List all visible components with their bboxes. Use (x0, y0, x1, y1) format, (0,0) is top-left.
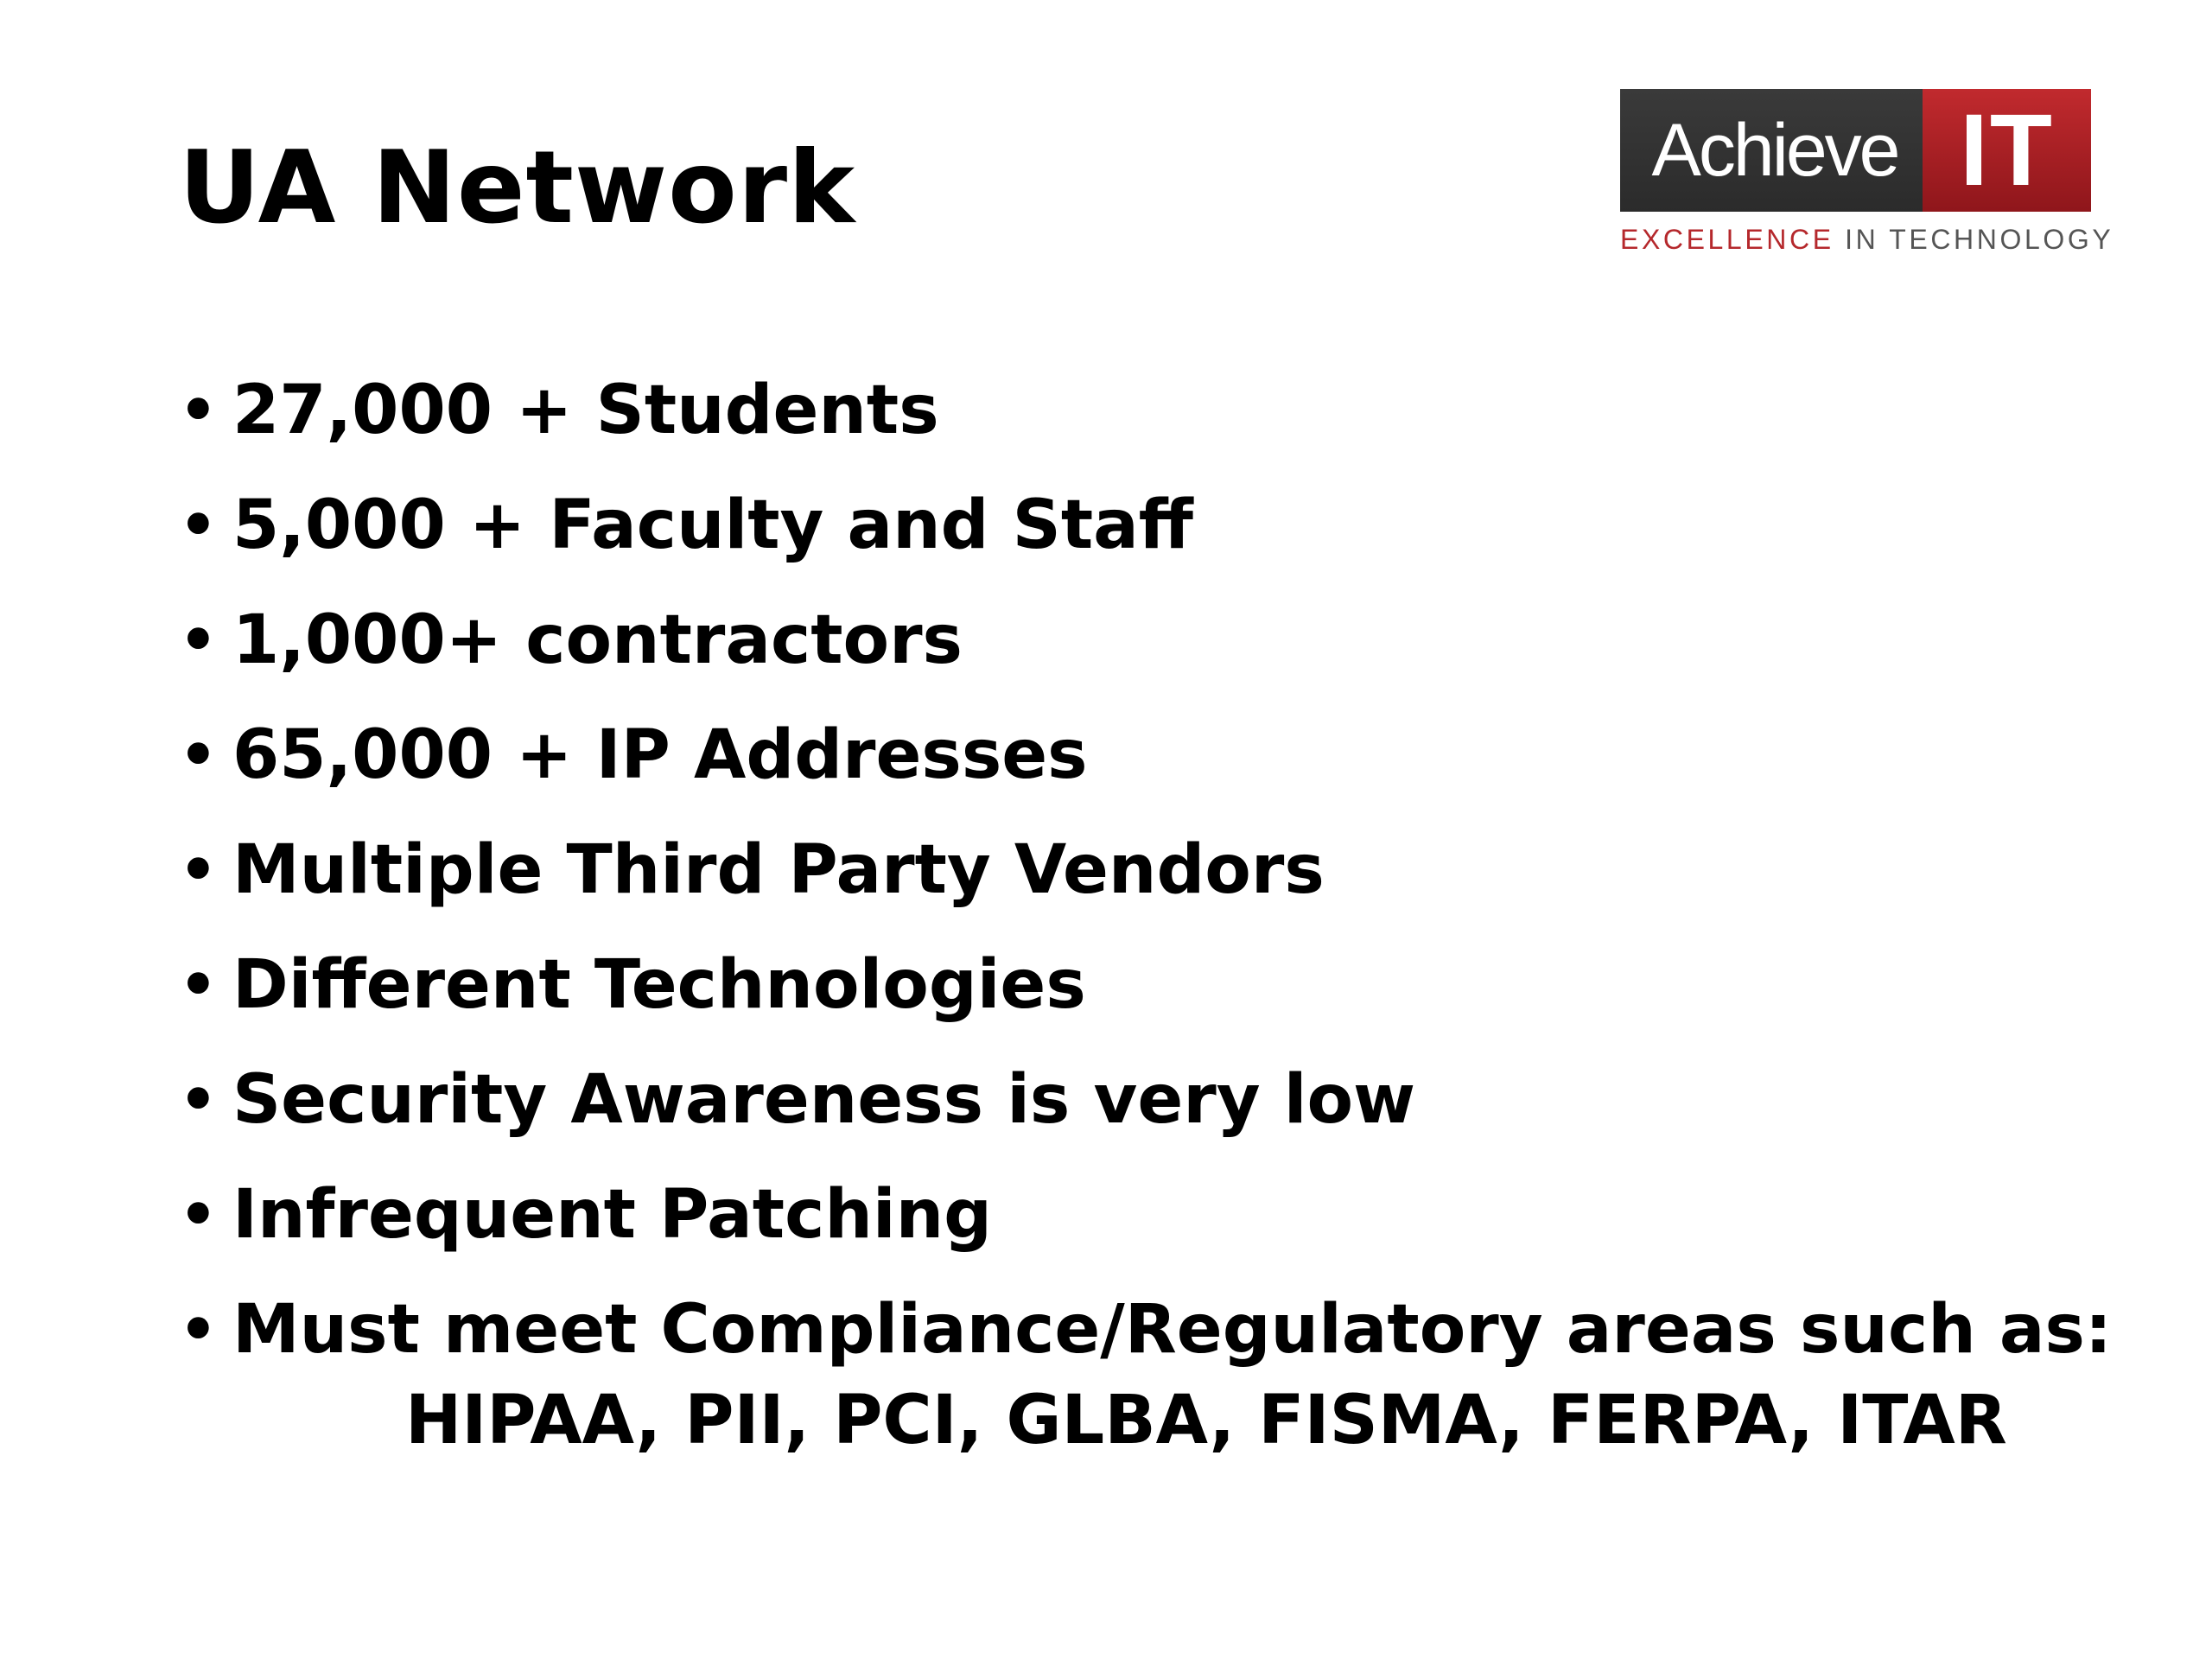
bullet-text: 27,000 + Students (232, 372, 939, 449)
bullet-item (179, 1167, 2112, 1282)
bullet-dot: • (179, 490, 218, 561)
bullet-item (179, 823, 2112, 938)
compliance-standards-list: HIPAA, PII, PCI, GLBA, FISMA, FERPA, ITAR (405, 1382, 2007, 1459)
bullet-text: Different Technologies (232, 946, 1086, 1024)
achieveit-logo (1620, 89, 2114, 257)
bullet-text: Multiple Third Party Vendors (232, 831, 1325, 909)
bullet-text: Security Awareness is very low (232, 1061, 1416, 1139)
bullet-item (179, 363, 2112, 478)
logo-tagline (1620, 222, 2114, 257)
bullet-text: 1,000+ contractors (232, 601, 963, 679)
bullet-dot: • (179, 1294, 218, 1365)
bullet-text: 65,000 + IP Addresses (232, 716, 1088, 794)
bullet-list (179, 363, 2112, 1464)
bullet-dot: • (179, 720, 218, 791)
bullet-item-compliance (179, 1282, 2112, 1464)
bullet-text: 5,000 + Faculty and Staff (232, 486, 1193, 564)
bullet-item (179, 708, 2112, 823)
bullet-dot: • (179, 375, 218, 446)
bullet-item (179, 938, 2112, 1052)
logo-tagline-in-technology: IN TECHNOLOGY (1834, 224, 2114, 255)
logo-word-achieve: Achieve (1651, 109, 1898, 192)
logo-word-it: IT (1960, 93, 2054, 207)
bullet-text: Infrequent Patching (232, 1176, 992, 1254)
bullet-dot: • (179, 835, 218, 906)
bullet-item (179, 593, 2112, 708)
bullet-dot: • (179, 605, 218, 676)
logo-dark-block (1620, 89, 1923, 212)
slide-title: UA Network (179, 130, 856, 246)
logo-bar (1620, 89, 2091, 212)
bullet-dot: • (179, 1065, 218, 1135)
logo-red-block (1923, 89, 2091, 212)
logo-tagline-excellence: EXCELLENCE (1620, 224, 1834, 255)
bullet-text: Must meet Compliance/Regulatory areas such as: (232, 1291, 2113, 1369)
bullet-dot: • (179, 1179, 218, 1250)
bullet-item (179, 478, 2112, 593)
bullet-item (179, 1052, 2112, 1167)
bullet-dot: • (179, 950, 218, 1020)
